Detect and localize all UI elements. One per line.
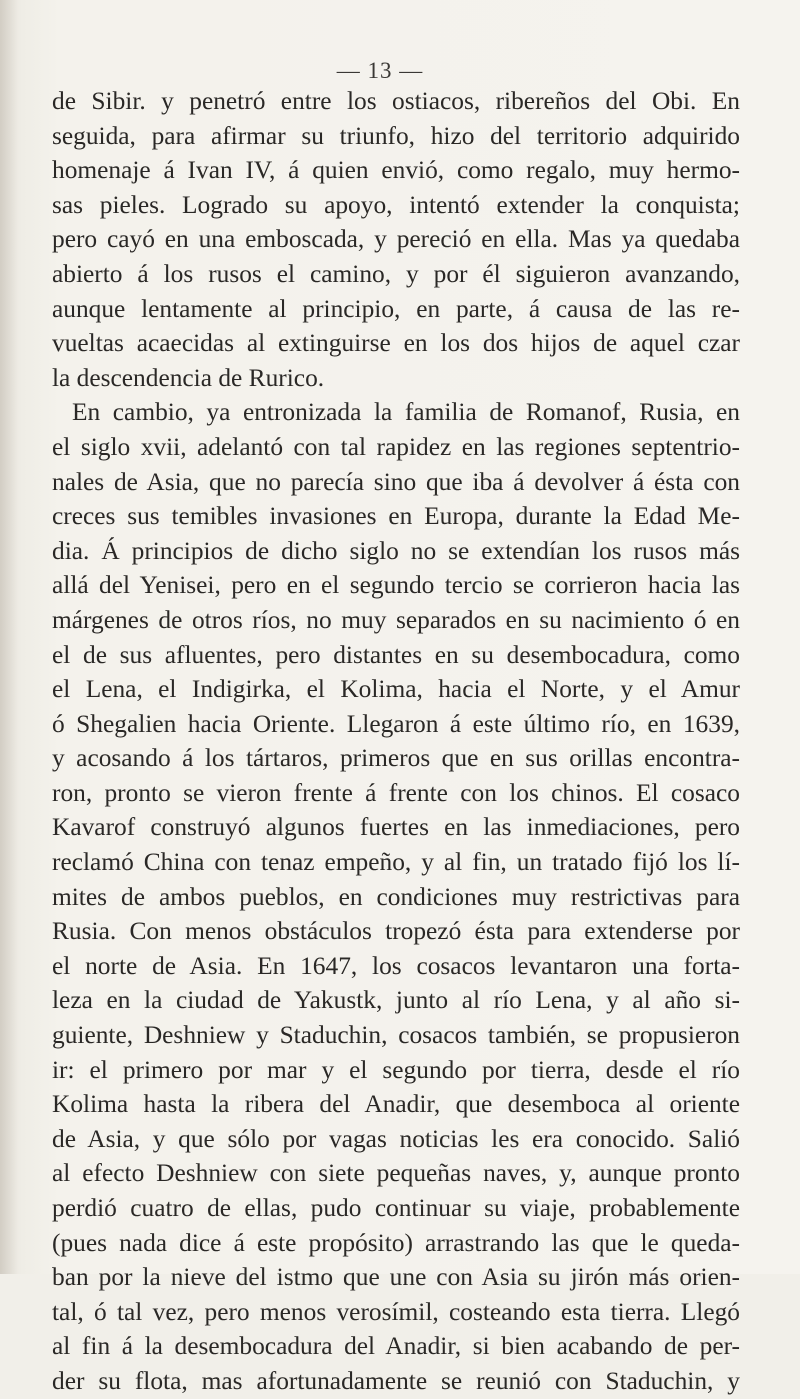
text-line: el de sus afluentes, pero distantes en su desembocadura, como xyxy=(52,640,740,669)
text-line: y acosando á los tártaros, primeros que en sus orillas encontra- xyxy=(52,744,740,773)
text-line: el siglo xvii, adelantó con tal rapidez en las regiones septentrio- xyxy=(52,432,740,461)
text-line: Kolima hasta la ribera del Anadir, que desemboca al oriente xyxy=(52,1090,740,1119)
body-text xyxy=(52,84,740,1399)
text-line: seguida, para afirmar su triunfo, hizo del territorio adquirido xyxy=(52,121,740,150)
text-line: sas pieles. Logrado su apoyo, intentó extender la conquista; xyxy=(52,190,740,219)
text-line: reclamó China con tenaz empeño, y al fin, un tratado fijó los lí- xyxy=(52,848,740,877)
text-line: homenaje á Ivan IV, á quien envió, como regalo, muy hermo- xyxy=(52,156,740,185)
page-edge-shadow xyxy=(0,0,18,1274)
text-line: el Lena, el Indigirka, el Kolima, hacia el Norte, y el Amur xyxy=(52,675,740,704)
text-line: ir: el primero por mar y el segundo por tierra, desde el río xyxy=(52,1055,740,1084)
text-line: leza en la ciudad de Yakustk, junto al río Lena, y al año si- xyxy=(52,986,740,1015)
text-line: la descendencia de Rurico. xyxy=(52,363,325,392)
text-line: guiente, Deshniew y Staduchin, cosacos también, se propusieron xyxy=(52,1021,740,1050)
text-line: tal, ó tal vez, pero menos verosímil, costeando esta tierra. Llegó xyxy=(52,1297,740,1326)
text-line: de Sibir. y penetró entre los ostiacos, ribereños del Obi. En xyxy=(52,87,740,115)
text-line: allá del Yenisei, pero en el segundo tercio se corrieron hacia las xyxy=(52,571,740,600)
text-line: de Asia, y que sólo por vagas noticias les era conocido. Salió xyxy=(52,1124,740,1153)
text-line: (pues nada dice á este propósito) arrastrando las que le queda- xyxy=(52,1228,740,1257)
text-line: der su flota, mas afortunadamente se reunió con Staduchin, y xyxy=(52,1366,740,1395)
text-line: abierto á los rusos el camino, y por él siguieron avanzando, xyxy=(52,259,740,288)
text-line: márgenes de otros ríos, no muy separados en su nacimiento ó en xyxy=(52,605,740,634)
text-line: dia. Á principios de dicho siglo no se extendían los rusos más xyxy=(52,536,740,565)
text-line: nales de Asia, que no parecía sino que iba á devolver á ésta con xyxy=(52,467,740,496)
text-line: creces sus temibles invasiones en Europa, durante la Edad Me- xyxy=(52,502,740,531)
text-line: el norte de Asia. En 1647, los cosacos levantaron una forta- xyxy=(52,951,740,980)
text-line: vueltas acaecidas al extinguirse en los dos hijos de aquel czar xyxy=(52,329,740,358)
text-line: ó Shegalien hacia Oriente. Llegaron á este último río, en 1639, xyxy=(52,709,740,738)
text-line: al fin á la desembocadura del Anadir, si bien acabando de per- xyxy=(52,1332,740,1361)
text-line: pero cayó en una emboscada, y pereció en ella. Mas ya quedaba xyxy=(52,225,740,254)
text-line: aunque lentamente al principio, en parte, á causa de las re- xyxy=(52,294,740,323)
text-line: perdió cuatro de ellas, pudo continuar su viaje, probablemente xyxy=(52,1194,740,1222)
text-line: mites de ambos pueblos, en condiciones muy restrictivas para xyxy=(52,882,740,911)
text-line: Kavarof construyó algunos fuertes en las inmediaciones, pero xyxy=(52,813,740,842)
page-number: — 13 — xyxy=(336,58,424,83)
text-line: ron, pronto se vieron frente á frente con los chinos. El cosaco xyxy=(52,778,740,807)
text-line: ban por la nieve del istmo que une con Asia su jirón más orien- xyxy=(52,1263,740,1292)
text-line: Rusia. Con menos obstáculos tropezó ésta para extenderse por xyxy=(52,917,740,946)
text-line: En cambio, ya entronizada la familia de Romanof, Rusia, en xyxy=(72,398,740,427)
text-line: al efecto Deshniew con siete pequeñas naves, y, aunque pronto xyxy=(52,1159,740,1188)
